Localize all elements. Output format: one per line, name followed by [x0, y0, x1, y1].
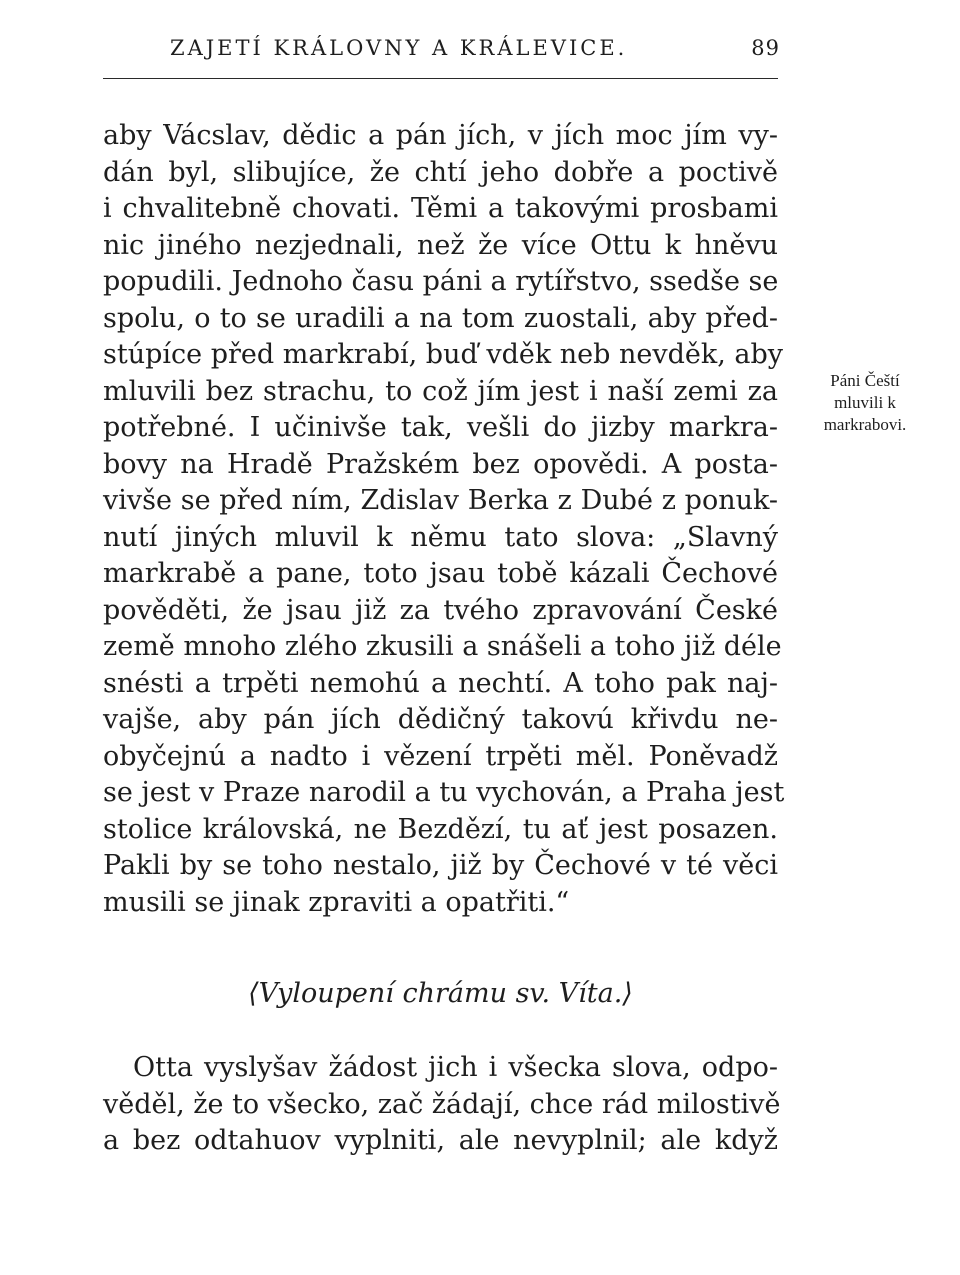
page-number: 89 [751, 36, 780, 60]
text-line: země mnoho zlého zkusili a snášeli a toho již déle [103, 631, 782, 662]
margin-note [790, 370, 940, 436]
paragraph-1 [103, 118, 785, 921]
text-line: stolice královská, ne Bezdězí, tu ať jest posazen. [103, 813, 778, 845]
section-heading: ⟨Vyloupení chrámu sv. Víta.⟩ [248, 978, 633, 1009]
text-line: markrabě a pane, toto jsau tobě kázali Čechové [103, 558, 778, 589]
text-line: vivše se před ním, Zdislav Berka z Dubé z ponuk- [103, 485, 778, 516]
paragraph-2 [103, 1050, 781, 1160]
margin-note-line: Páni Čeští [830, 371, 900, 390]
text-line: a bez odtahuov vyplniti, ale nevyplnil; ale když [103, 1125, 778, 1156]
running-title: ZAJETÍ KRÁLOVNY A KRÁLEVICE. [170, 36, 628, 60]
text-line: se jest v Praze narodil a tu vychován, a Praha jest [103, 777, 785, 808]
text-line: vajše, aby pán jích dědičný takovú křivdu ne- [103, 704, 778, 735]
text-line: aby Vácslav, dědic a pán jích, v jích moc jím vy- [103, 120, 778, 151]
text-line: potřebné. I učinivše tak, vešli do jizby markra- [103, 412, 778, 443]
text-line: i chvalitebně chovati. Těmi a takovými prosbami [103, 193, 778, 224]
margin-note-line: mluvili k [834, 393, 896, 412]
text-line: Otta vyslyšav žádost jich i všecka slova, odpo- [133, 1052, 778, 1083]
text-line: Pakli by se toho nestalo, již by Čechové v té věci [103, 850, 778, 881]
text-line: musili se jinak zpraviti a opatřiti.“ [103, 886, 570, 918]
text-line: pověděti, že jsau již za tvého zpravování České [103, 594, 778, 626]
text-line: dán byl, slibujíce, že chtí jeho dobře a poctivě [103, 156, 778, 188]
text-line: snésti a trpěti nemohú a nechtí. A toho pak naj- [103, 667, 778, 699]
text-line: stúpíce před markrabí, buď vděk neb nevděk, aby [103, 339, 784, 370]
text-line: nic jiného nezjednali, než že více Ottu k hněvu [103, 229, 778, 261]
text-line: věděl, že to všecko, zač žádají, chce rád milostivě [103, 1088, 781, 1120]
header-rule [103, 78, 778, 79]
text-line: nutí jiných mluvil k němu tato slova: „Slavný [103, 521, 778, 553]
text-line: popudili. Jednoho času páni a rytířstvo, ssedše se [103, 266, 779, 297]
text-line: obyčejnú a nadto i vězení trpěti měl. Poněvadž [103, 740, 778, 772]
text-line: mluvili bez strachu, to což jím jest i naší zemi za [103, 375, 778, 407]
text-line: bovy na Hradě Pražském bez opovědi. A posta- [103, 448, 778, 480]
margin-note-line: markrabovi. [823, 415, 907, 434]
text-line: spolu, o to se uradili a na tom zuostali, aby před- [103, 302, 778, 334]
